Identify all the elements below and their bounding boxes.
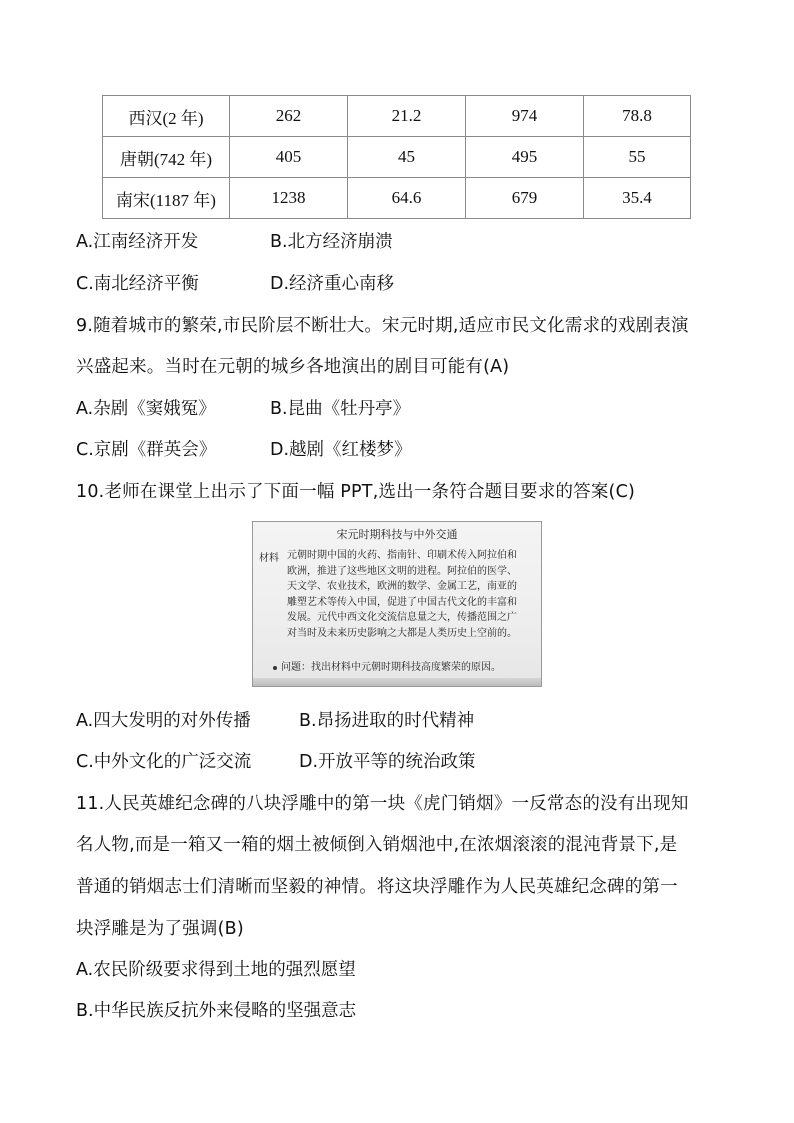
table-cell: 1238 bbox=[230, 178, 348, 219]
table-row bbox=[103, 96, 691, 137]
table-cell: 64.6 bbox=[348, 178, 466, 219]
table-cell: 262 bbox=[230, 96, 348, 137]
ppt-text-line: 欧洲，推进了这些地区文明的进程。阿拉伯的医学、 bbox=[287, 565, 517, 577]
q9-option-b: B.昆曲《牡丹亭》 bbox=[270, 399, 411, 419]
q9-option-c: C.京剧《群英会》 bbox=[76, 440, 217, 460]
table-cell: 974 bbox=[466, 96, 584, 137]
table-cell: 55 bbox=[584, 137, 691, 178]
q9-option-a: A.杂剧《窦娥冤》 bbox=[76, 399, 216, 419]
ppt-slide-image bbox=[252, 521, 542, 687]
table-cell: 21.2 bbox=[348, 96, 466, 137]
q9-option-d: D.越剧《红楼梦》 bbox=[270, 440, 412, 460]
table-cell: 495 bbox=[466, 137, 584, 178]
q11-option-b: B.中华民族反抗外来侵略的坚强意志 bbox=[76, 1001, 357, 1021]
ppt-text-line: 雕塑艺术等传入中国，促进了中国古代文化的丰富和 bbox=[287, 596, 517, 608]
q9-stem-line-2: 兴盛起来。当时在元朝的城乡各地演出的剧目可能有(A) bbox=[76, 357, 510, 377]
q10-option-c: C.中外文化的广泛交流 bbox=[76, 752, 252, 772]
population-table bbox=[102, 95, 691, 219]
table-cell: 35.4 bbox=[584, 178, 691, 219]
ppt-material-text bbox=[287, 548, 537, 642]
q8-option-d: D.经济重心南移 bbox=[270, 274, 395, 294]
ppt-text-line: 发展。元代中西文化交流信息量之大，传播范围之广 bbox=[287, 612, 517, 624]
ppt-question-text: 问题：找出材料中元朝时期科技高度繁荣的原因。 bbox=[281, 662, 501, 673]
q8-option-c: C.南北经济平衡 bbox=[76, 274, 199, 294]
table-row bbox=[103, 178, 691, 219]
table-cell: 405 bbox=[230, 137, 348, 178]
q11-option-a: A.农民阶级要求得到土地的强烈愿望 bbox=[76, 960, 356, 980]
table-row bbox=[103, 137, 691, 178]
q8-option-a: A.江南经济开发 bbox=[76, 232, 199, 252]
table-cell: 679 bbox=[466, 178, 584, 219]
q10-option-d: D.开放平等的统治政策 bbox=[299, 752, 476, 772]
q11-stem-line-2: 名人物,而是一箱又一箱的烟土被倾倒入销烟池中,在浓烟滚滚的混沌背景下,是 bbox=[76, 835, 678, 855]
q11-stem-line-4: 块浮雕是为了强调(B) bbox=[76, 919, 244, 939]
table-cell: 西汉(2 年) bbox=[103, 96, 230, 137]
table-cell: 南宋(1187 年) bbox=[103, 178, 230, 219]
bullet-icon bbox=[273, 666, 277, 670]
q8-option-b: B.北方经济崩溃 bbox=[270, 232, 393, 252]
q9-stem-line-1: 9.随着城市的繁荣,市民阶层不断壮大。宋元时期,适应市民文化需求的戏剧表演 bbox=[76, 316, 689, 336]
q10-stem: 10.老师在课堂上出示了下面一幅 PPT,选出一条符合题目要求的答案(C) bbox=[76, 482, 636, 502]
q11-stem-line-3: 普通的销烟志士们清晰而坚毅的神情。将这块浮雕作为人民英雄纪念碑的第一 bbox=[76, 877, 678, 897]
ppt-text-line: 元朝时期中国的火药、指南针、印刷术传入阿拉伯和 bbox=[287, 550, 517, 561]
ppt-question bbox=[273, 658, 501, 673]
q10-option-b: B.昂扬进取的时代精神 bbox=[299, 711, 475, 731]
q10-option-a: A.四大发明的对外传播 bbox=[76, 711, 251, 731]
ppt-text-line: 对当时及未来历史影响之大都是人类历史上空前的。 bbox=[287, 627, 517, 639]
ppt-material-label: 材料 bbox=[259, 553, 279, 564]
table-cell: 78.8 bbox=[584, 96, 691, 137]
ppt-footer-bar bbox=[253, 678, 541, 686]
table-cell: 45 bbox=[348, 137, 466, 178]
ppt-text-line: 天文学、农业技术，欧洲的数学、金属工艺，南亚的 bbox=[287, 581, 517, 593]
q11-stem-line-1: 11.人民英雄纪念碑的八块浮雕中的第一块《虎门销烟》一反常态的没有出现知 bbox=[76, 794, 689, 814]
ppt-title: 宋元时期科技与中外交通 bbox=[336, 528, 458, 541]
table-cell: 唐朝(742 年) bbox=[103, 137, 230, 178]
